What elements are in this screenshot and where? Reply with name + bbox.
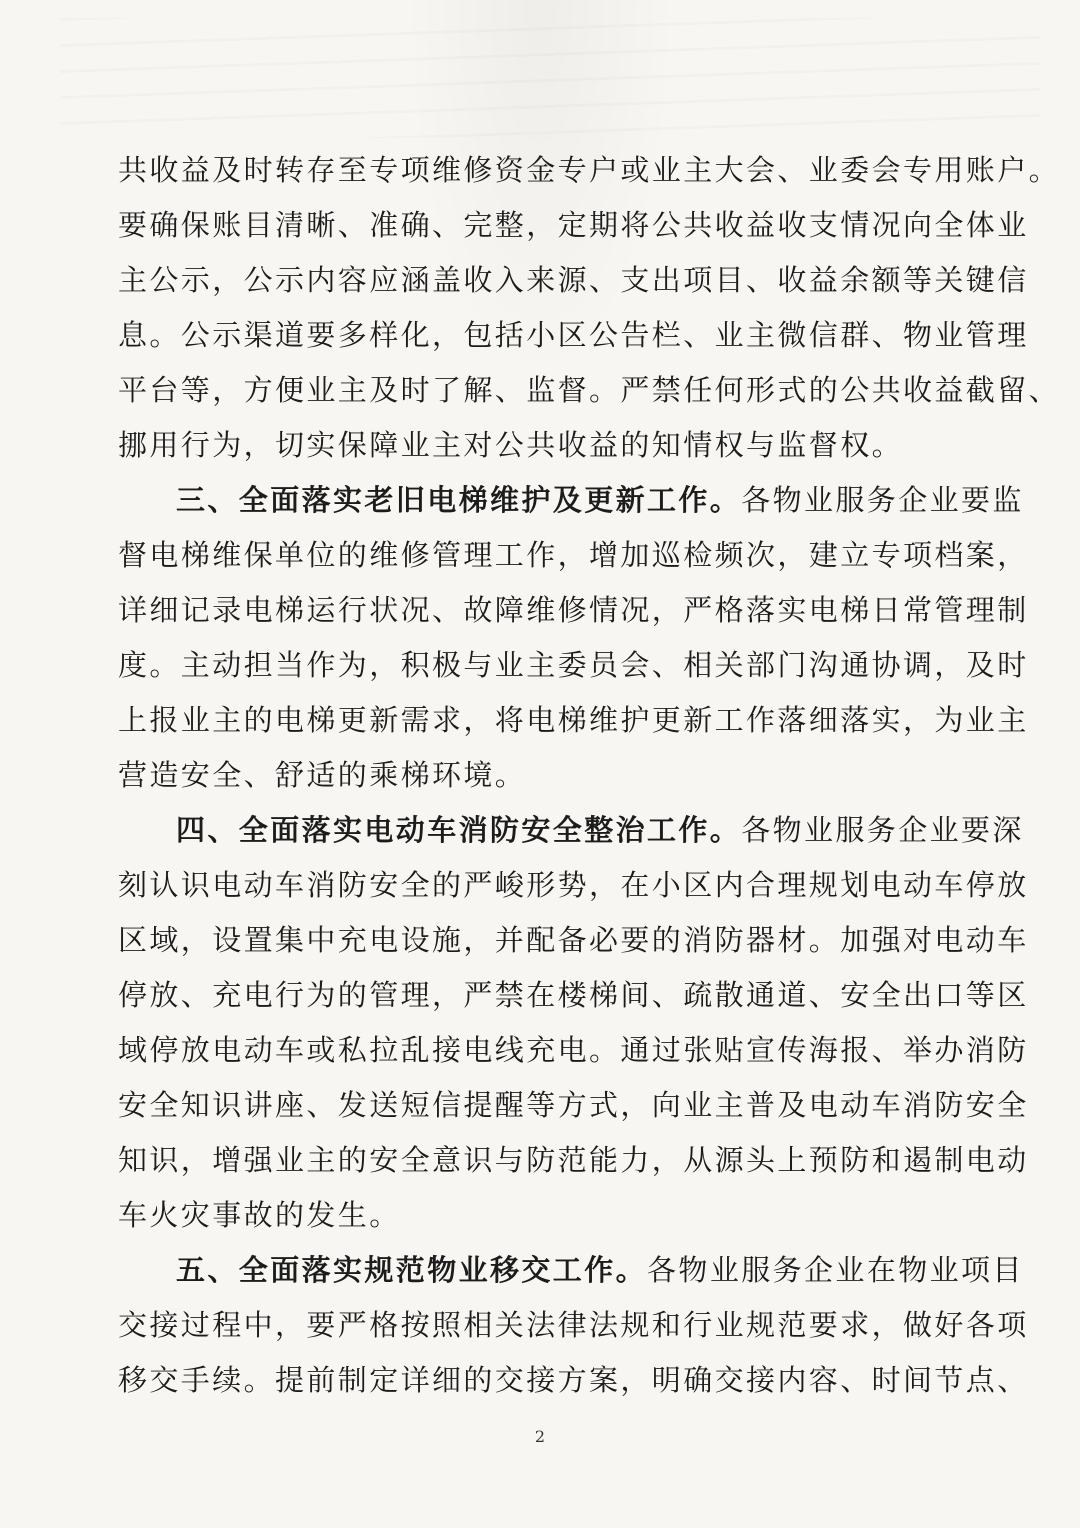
line-text: 停放、充电行为的管理，严禁在楼梯间、疏散通道、安全出口等区 (118, 978, 1029, 1012)
body-line (118, 198, 1029, 252)
line-text: 车火灾事故的发生。 (118, 1198, 401, 1232)
scan-bleed-through (60, 18, 1040, 138)
body-line (118, 1298, 1029, 1352)
line-text: 平台等，方便业主及时了解、监督。严禁任何形式的公共收益截留、 (118, 373, 1061, 407)
body-line (118, 638, 1029, 692)
body-line (118, 418, 978, 472)
line-text: 安全知识讲座、发送短信提醒等方式，向业主普及电动车消防安全 (118, 1088, 1029, 1122)
line-text: 详细记录电梯运行状况、故障维修情况，严格落实电梯日常管理制 (118, 593, 1029, 627)
body-line (118, 253, 1029, 307)
section-heading-5: 五、全面落实规范物业移交工作。 (176, 1253, 648, 1287)
line-text: 督电梯维保单位的维修管理工作，增加巡检频次，建立专项档案， (118, 538, 1029, 572)
line-text: 移交手续。提前制定详细的交接方案，明确交接内容、时间节点、 (118, 1363, 1029, 1397)
body-line (118, 363, 1061, 417)
section-heading-line-5 (176, 1243, 1024, 1297)
body-line (118, 748, 978, 802)
body-line (118, 1133, 1029, 1187)
line-text: 各物业服务企业在物业项目 (647, 1253, 1024, 1287)
body-line (118, 1023, 1029, 1077)
line-text: 主公示，公示内容应涵盖收入来源、支出项目、收益余额等关键信 (118, 263, 1029, 297)
line-text: 刻认识电动车消防安全的严峻形势，在小区内合理规划电动车停放 (118, 868, 1029, 902)
line-text: 息。公示渠道要多样化，包括小区公告栏、业主微信群、物业管理 (118, 318, 1029, 352)
body-line (118, 143, 1061, 197)
body-line (118, 968, 1029, 1022)
body-line (118, 1078, 1029, 1132)
line-text: 要确保账目清晰、准确、完整，定期将公共收益收支情况向全体业 (118, 208, 1029, 242)
section-heading-3: 三、全面落实老旧电梯维护及更新工作。 (176, 483, 742, 517)
line-text: 交接过程中，要严格按照相关法律法规和行业规范要求，做好各项 (118, 1308, 1029, 1342)
body-line (118, 693, 1029, 747)
line-text: 域停放电动车或私拉乱接电线充电。通过张贴宣传海报、举办消防 (118, 1033, 1029, 1067)
line-text: 区域，设置集中充电设施，并配备必要的消防器材。加强对电动车 (118, 923, 1029, 957)
line-text: 各物业服务企业要深 (741, 813, 1024, 847)
body-line (118, 1353, 1029, 1407)
section-heading-line-4 (176, 803, 1024, 857)
body-line (118, 858, 1029, 912)
line-text: 上报业主的电梯更新需求，将电梯维护更新工作落细落实，为业主 (118, 703, 1029, 737)
body-line (118, 913, 1029, 967)
body-line (118, 308, 1029, 362)
body-line (118, 1188, 978, 1242)
section-heading-line-3 (176, 473, 1024, 527)
line-text: 共收益及时转存至专项维修资金专户或业主大会、业委会专用账户。 (118, 153, 1061, 187)
body-line (118, 583, 1029, 637)
line-text: 各物业服务企业要监 (741, 483, 1024, 517)
body-line (118, 528, 1029, 582)
section-heading-4: 四、全面落实电动车消防安全整治工作。 (176, 813, 742, 847)
line-text: 度。主动担当作为，积极与业主委员会、相关部门沟通协调，及时 (118, 648, 1029, 682)
line-text: 营造安全、舒适的乘梯环境。 (118, 758, 527, 792)
line-text: 知识，增强业主的安全意识与防范能力，从源头上预防和遏制电动 (118, 1143, 1029, 1177)
line-text: 挪用行为，切实保障业主对公共收益的知情权与监督权。 (118, 428, 904, 462)
page-number: 2 (534, 1427, 546, 1446)
